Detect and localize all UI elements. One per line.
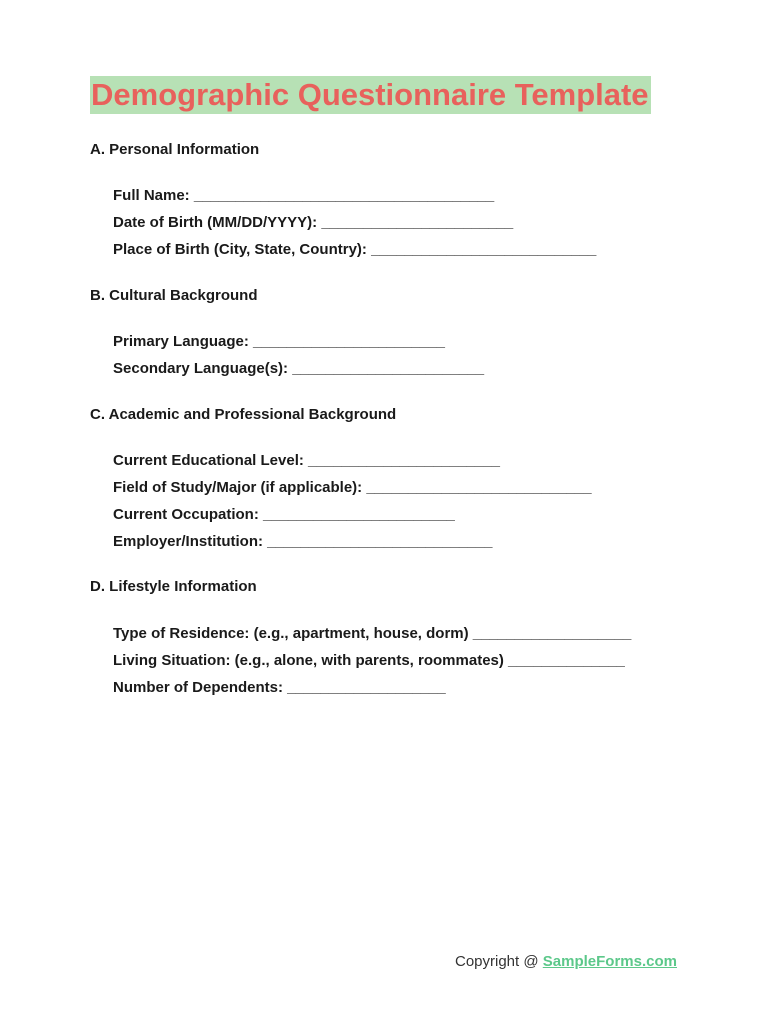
section-heading-academic-professional: C. Academic and Professional Background [90,406,397,423]
section-heading-lifestyle-information: D. Lifestyle Information [90,578,257,595]
section-heading-cultural-background: B. Cultural Background [90,287,258,304]
field-educational-level: Current Educational Level: _______________________ [113,452,500,469]
field-place-of-birth: Place of Birth (City, State, Country): ___________________________ [113,241,597,258]
field-current-occupation: Current Occupation: _______________________ [113,506,455,523]
copyright-text: Copyright @ [455,953,543,970]
field-type-of-residence: Type of Residence: (e.g., apartment, house, dorm) ___________________ [113,625,632,642]
section-heading-personal-information: A. Personal Information [90,141,260,158]
copyright-footer [455,953,677,971]
sampleforms-link[interactable]: SampleForms.com [542,953,677,970]
field-secondary-languages: Secondary Language(s): _______________________ [113,360,485,377]
field-employer-institution: Employer/Institution: ___________________________ [113,533,493,550]
field-number-of-dependents: Number of Dependents: ___________________ [113,679,446,696]
field-date-of-birth: Date of Birth (MM/DD/YYYY): _______________________ [113,214,514,231]
field-living-situation: Living Situation: (e.g., alone, with parents, roommates) ______________ [113,652,625,669]
document-title: Demographic Questionnaire Template [91,77,649,112]
field-primary-language: Primary Language: _______________________ [113,333,445,350]
field-field-of-study: Field of Study/Major (if applicable): ___________________________ [113,479,592,496]
field-full-name: Full Name: ____________________________________ [113,187,495,204]
